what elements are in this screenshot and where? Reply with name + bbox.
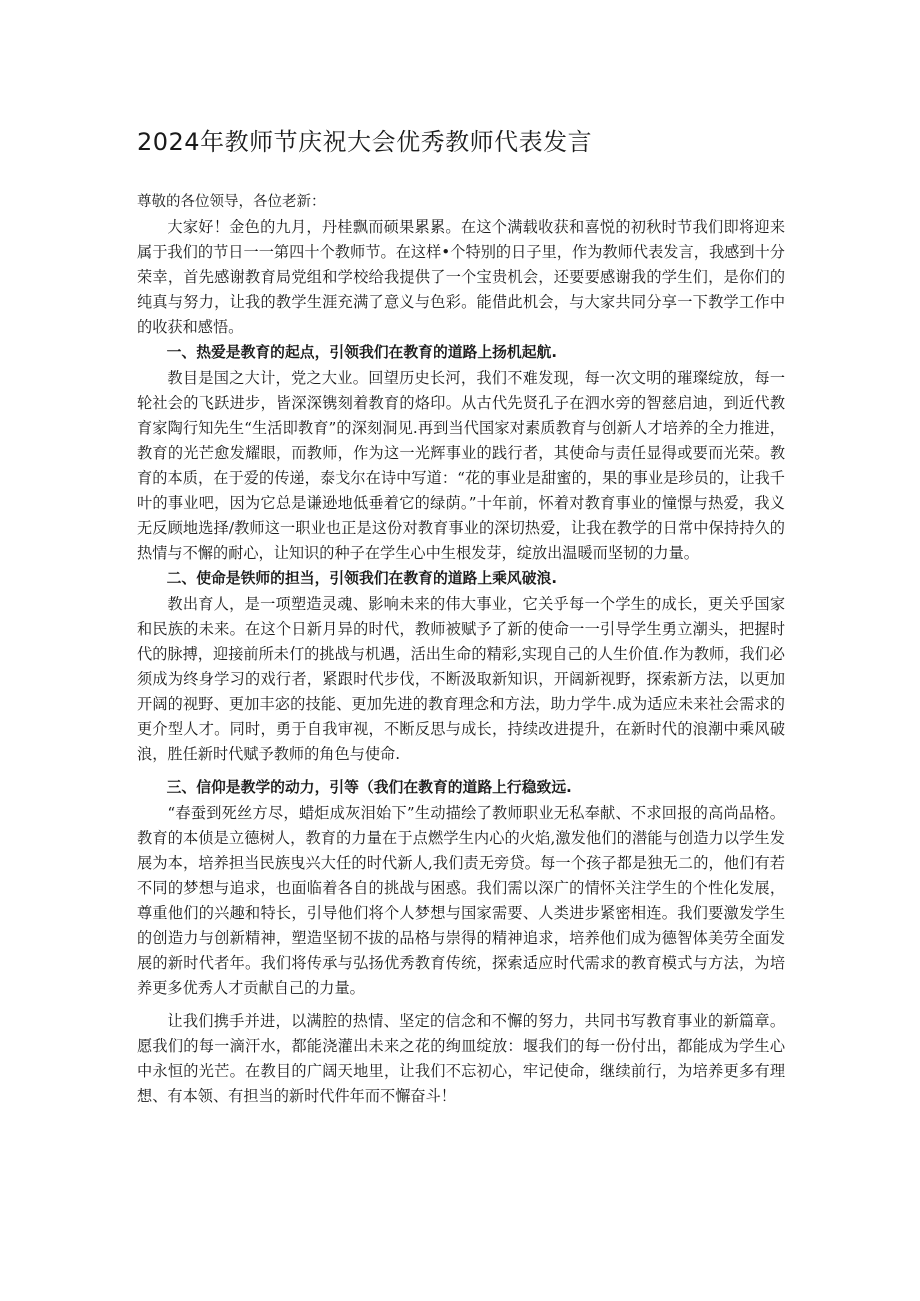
section-1-heading: 一、热爱是教育的起点，引领我们在教育的道路上扬机起航. [166,344,557,361]
intro-paragraph: 大家好！金色的九月，丹桂飘而硕果累累。在这个满载收获和喜悦的初秋时节我们即将迎来属于我们的节日一一第四十个教师节。在这样•个特别的日子里，作为教师代表发言，我感到十分荣幸，首先感谢教育局党组和学校给我提供了一个宝贵机会，还要要感谢我的学生们，是你们的纯真与努力，让我的教学生涯充满了意义与色彩。能借此机会，与大家共同分享一下教学工作中的收获和感悟。 [137,218,785,336]
document-title: 2024年教师节庆祝大会优秀教师代表发言 [137,128,593,156]
section-3-paragraph: “春蚕到死丝方尽，蜡炬成灰泪始下”生动描绘了教师职业无私奉献、不求回报的高尚品格。教育的本侦是立德树人，教育的力量在于点燃学生内心的火焰,激发他们的潜能与创造力以学生发展为本，培养担当民族曳兴大任的时代新人,我们责无旁贷。每一个孩子都是独无二的，他们有若不同的梦想与追求，也面临着各自的挑战与困惑。我们需以深广的情怀关注学生的个性化发展，尊重他们的兴趣和特长，引导他们将个人梦想与国家需要、人类进步紧密相连。我们要激发学生的创造力与创新精神，塑造坚韧不拔的品格与崇得的精神追求，培养他们成为德智体美劳全面发展的新时代者年。我们将传承与弘扬优秀教育传统，探索适应时代需求的教育模式与方法，为培养更多优秀人才贡献自己的力量。 [137,804,785,997]
document-page [137,126,785,1109]
salutation: 尊敬的各位领导，各位老新： [137,194,326,210]
section-1-paragraph: 教目是国之大计，党之大业。回望历史长河，我们不难发现，每一次文明的璀璨绽放，每一轮社会的飞跃进步，皆深深镌刻着教育的烙印。从古代先贤孔子在泗水旁的智慈启迪，到近代教育家陶行知先生“生活即教育”的深刻洞见.再到当代国家对素质教育与创新人才培养的全力推进，教育的光芒愈发耀眼，而教师，作为这一光辉事业的践行者，其使命与责任显得或要而光荣。教育的本质，在于爱的传递，泰戈尔在诗中写道：“花的事业是甜蜜的，果的事业是珍员的，让我千叶的事业吧，因为它总是谦逊地低垂着它的绿荫。”十年前，怀着对教育事业的憧憬与热爱，我义无反顾地选择/教师这一职业也正是这份对教育事业的深切热爱，让我在教学的日常中保持持久的热情与不懈的耐心，让知识的种子在学生心中生根发芽，绽放出温暖而坚韧的力量。 [137,369,785,562]
section-2-heading: 二、使命是铁师的担当，引领我们在教育的道路上乘风破浪. [166,570,557,587]
closing-paragraph: 让我们携手并进，以满腔的热情、坚定的信念和不懈的努力，共同书写教育事业的新篇章。愿我们的每一滴汗水，都能浇灌出未来之花的绚皿绽放：堰我们的每一份付出，都能成为学生心中永恒的光芒。在教目的广阔天地里，让我们不忘初心，牢记使命，继续前行，为培养更多有理想、有本领、有担当的新时代件年而不懈奋斗！ [137,1012,785,1105]
section-2-paragraph: 教出育人，是一项塑造灵魂、影响未来的伟大事业，它关乎每一个学生的成长，更关乎国家和民族的未来。在这个日新月异的时代，教师被赋予了新的使命一一引导学生勇立潮头，把握时代的脉搏，迎接前所未仃的挑战与机遇，活出生命的精彩,实现自己的人生价值.作为教师，我们必须成为终身学习的戏行者，紧跟时代步伐，不断汲取新知识，开阔新视野，探索新方法，以更加开阔的视野、更加丰宓的技能、更加先进的教育理念和方法，助力学牛.成为适应未来社会需求的更介型人才。同时，勇于自我审视，不断反思与成长，持续改进提升，在新时代的浪潮中乘风破浪，胜任新时代赋予教师的角色与使命. [137,595,785,763]
section-3-heading: 三、信仰是教学的动力，引等（我们在教育的道路上行稳致远. [166,779,572,796]
